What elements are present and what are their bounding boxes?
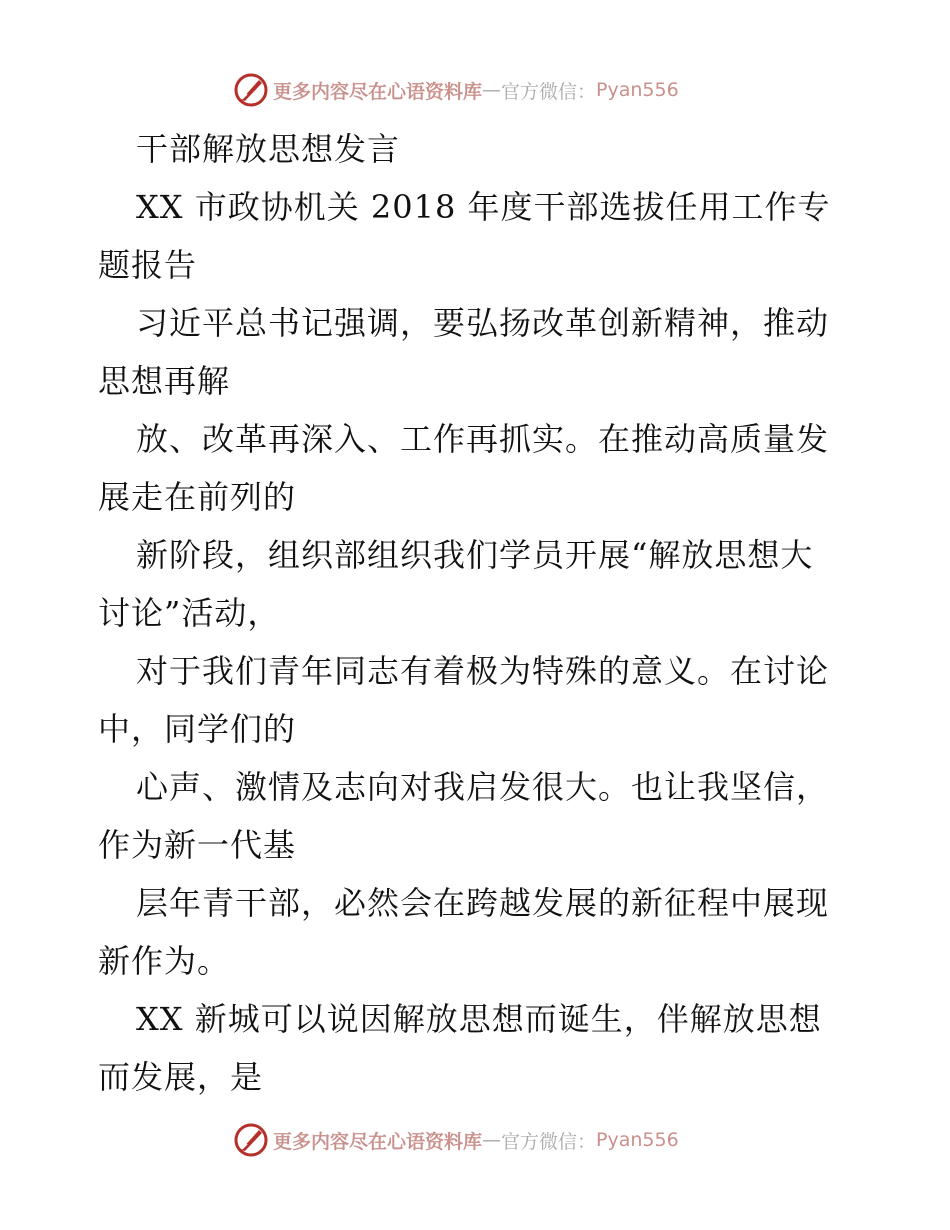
document-line: 中，同学们的 [98, 710, 297, 748]
document-line: 心声、激情及志向对我启发很大。也让我坚信， [136, 768, 830, 806]
banner-wechat-id: Pyan556 [596, 79, 679, 101]
document-line: 而发展，是 [98, 1058, 264, 1096]
document-title: 干部解放思想发言 [136, 130, 401, 168]
document-line: 作为新一代基 [98, 826, 297, 864]
banner-wechat-label: 官方微信： [501, 1130, 597, 1153]
quill-logo-icon [233, 1122, 269, 1158]
document-line: 思想再解 [98, 362, 231, 400]
document-line: 习近平总书记强调，要弘扬改革创新精神，推动 [136, 304, 830, 342]
document-line: XX 市政协机关 2018 年度干部选拔任用工作专 [136, 188, 831, 226]
document-line: 展走在前列的 [98, 478, 297, 516]
banner-wechat-id: Pyan556 [596, 1129, 679, 1151]
header-banner [233, 70, 679, 110]
banner-wechat-label: 官方微信： [501, 80, 597, 103]
document-line: 对于我们青年同志有着极为特殊的意义。在讨论 [136, 652, 830, 690]
banner-separator: — [482, 79, 502, 101]
quill-logo-icon [233, 72, 269, 108]
document-line: 层年青干部，必然会在跨越发展的新征程中展现 [136, 884, 830, 922]
banner-separator: — [482, 1129, 502, 1151]
document-line: 题报告 [98, 246, 198, 284]
document-line: 新作为。 [98, 942, 231, 980]
banner-text: 更多内容尽在心语资料库 [273, 80, 483, 103]
document-line: XX 新城可以说因解放思想而诞生，伴解放思想 [136, 1000, 822, 1038]
banner-text: 更多内容尽在心语资料库 [273, 1130, 483, 1153]
footer-banner [233, 1120, 679, 1160]
document-line: 放、改革再深入、工作再抓实。在推动高质量发 [136, 420, 830, 458]
document-line: 新阶段，组织部组织我们学员开展“解放思想大 [136, 536, 814, 574]
document-line: 讨论”活动， [98, 594, 281, 632]
document-body [98, 120, 858, 1106]
